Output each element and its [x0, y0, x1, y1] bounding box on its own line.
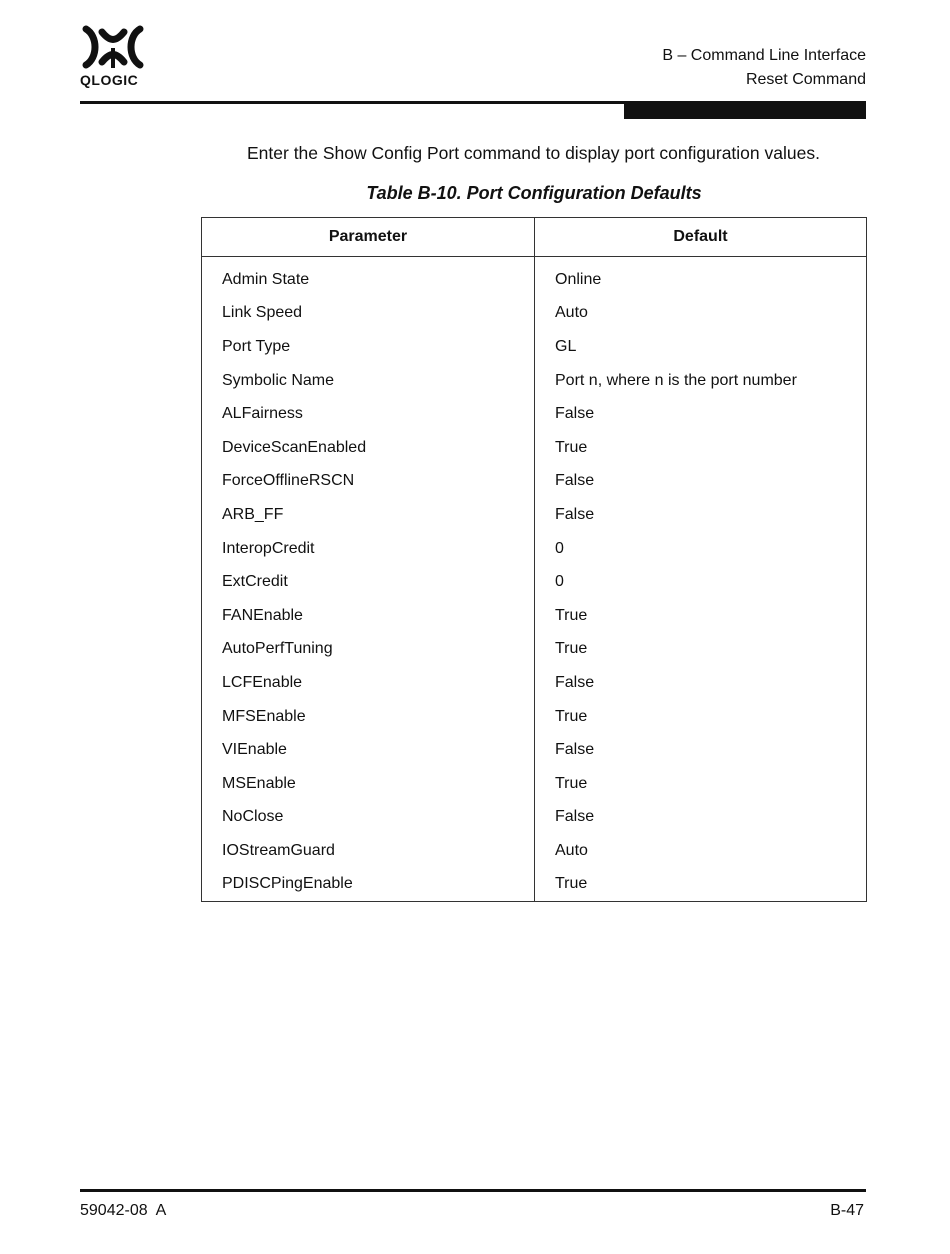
logo-wordmark: QLOGIC	[80, 72, 139, 88]
qlogic-logo	[80, 24, 152, 92]
parameter-cell: Port Type	[202, 330, 535, 364]
column-header-parameter: Parameter	[202, 218, 535, 257]
default-value-cell: False	[535, 465, 867, 499]
default-value-cell: False	[535, 498, 867, 532]
parameter-cell: MFSEnable	[202, 700, 535, 734]
parameter-cell: ExtCredit	[202, 565, 535, 599]
parameter-cell: InteropCredit	[202, 532, 535, 566]
default-value-cell: True	[535, 700, 867, 734]
parameter-cell: ALFairness	[202, 397, 535, 431]
table-row	[202, 465, 867, 499]
parameter-cell: Link Speed	[202, 297, 535, 331]
section-title: Reset Command	[745, 71, 866, 88]
page-number: B-47	[830, 1202, 864, 1219]
table-row	[202, 599, 867, 633]
table-row	[202, 666, 867, 700]
table-row	[202, 532, 867, 566]
table-row	[202, 364, 867, 398]
parameter-cell: MSEnable	[202, 767, 535, 801]
default-value-cell: GL	[535, 330, 867, 364]
document-number: 59042-08 A	[80, 1202, 167, 1219]
table-caption: Table B-10. Port Configuration Defaults	[366, 183, 702, 203]
default-value-cell: True	[535, 431, 867, 465]
parameter-cell: IOStreamGuard	[202, 834, 535, 868]
table-row	[202, 733, 867, 767]
parameter-cell: Admin State	[202, 257, 535, 297]
table-row	[202, 431, 867, 465]
default-value-cell: True	[535, 868, 867, 902]
default-value-cell: Auto	[535, 297, 867, 331]
default-value-cell: False	[535, 801, 867, 835]
parameter-cell: ARB_FF	[202, 498, 535, 532]
default-value-cell: True	[535, 767, 867, 801]
table-row	[202, 330, 867, 364]
parameter-cell: FANEnable	[202, 599, 535, 633]
qlogic-logo-icon	[80, 24, 146, 70]
parameter-cell: DeviceScanEnabled	[202, 431, 535, 465]
table-row	[202, 767, 867, 801]
parameter-cell: AutoPerfTuning	[202, 633, 535, 667]
running-header	[662, 44, 866, 92]
footer-rule	[80, 1189, 866, 1192]
header-bar	[624, 101, 866, 119]
default-value-cell: True	[535, 599, 867, 633]
table-row	[202, 700, 867, 734]
chapter-title: B – Command Line Interface	[662, 47, 866, 64]
parameter-cell: LCFEnable	[202, 666, 535, 700]
intro-paragraph: Enter the Show Config Port command to display port configuration values.	[247, 143, 820, 163]
port-config-table	[201, 217, 867, 902]
default-value-cell: False	[535, 397, 867, 431]
table-row	[202, 397, 867, 431]
default-value-cell: Port n, where n is the port number	[535, 364, 867, 398]
table-row	[202, 868, 867, 902]
table-row	[202, 498, 867, 532]
default-value-cell: Auto	[535, 834, 867, 868]
table-row	[202, 297, 867, 331]
default-value-cell: 0	[535, 532, 867, 566]
table-header-row	[202, 218, 867, 257]
parameter-cell: NoClose	[202, 801, 535, 835]
default-value-cell: True	[535, 633, 867, 667]
table-row	[202, 801, 867, 835]
table-row	[202, 633, 867, 667]
parameter-cell: VIEnable	[202, 733, 535, 767]
default-value-cell: False	[535, 733, 867, 767]
parameter-cell: PDISCPingEnable	[202, 868, 535, 902]
default-value-cell: 0	[535, 565, 867, 599]
default-value-cell: Online	[535, 257, 867, 297]
parameter-cell: Symbolic Name	[202, 364, 535, 398]
table-row	[202, 565, 867, 599]
parameter-cell: ForceOfflineRSCN	[202, 465, 535, 499]
table-row	[202, 834, 867, 868]
table-row	[202, 257, 867, 297]
table-body	[202, 257, 867, 902]
default-value-cell: False	[535, 666, 867, 700]
column-header-default: Default	[535, 218, 867, 257]
